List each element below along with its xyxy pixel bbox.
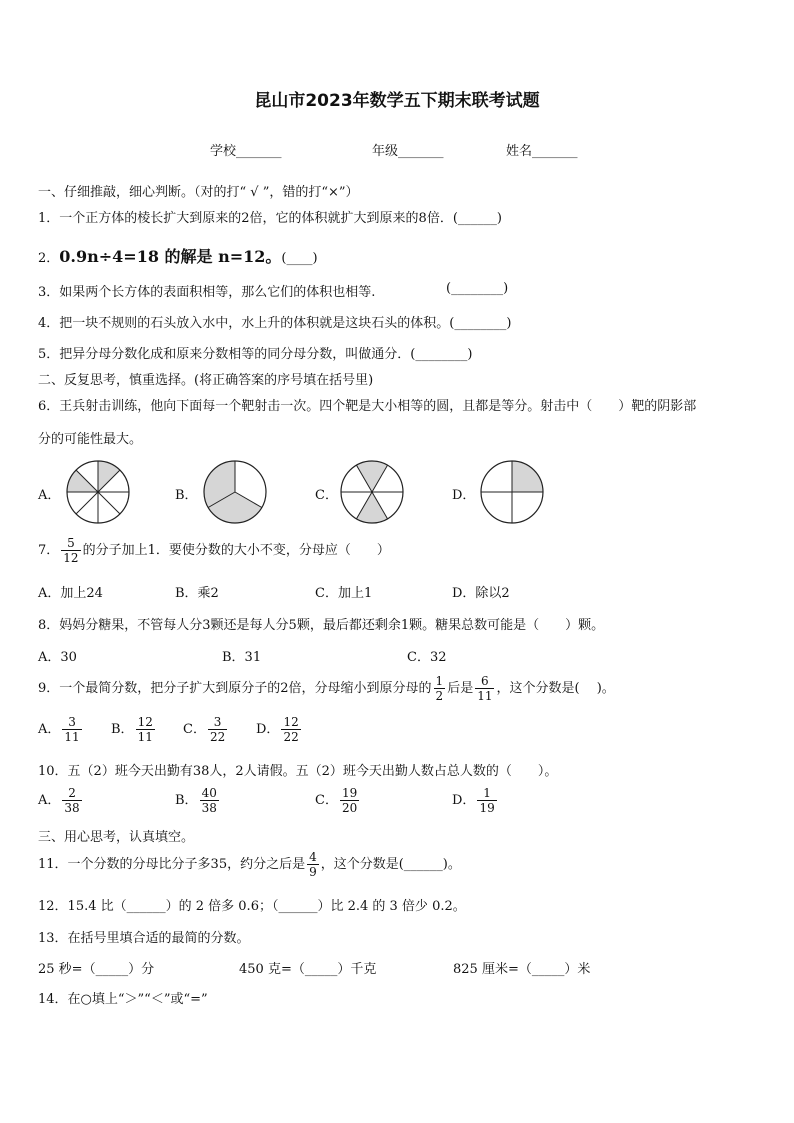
q9-fraction-half: $\frac{1}{2}$ (435, 674, 444, 703)
q13-item-centimeters: 825 厘米=（_____）米 (453, 962, 591, 977)
question-9-text-b: 后是 (447, 681, 474, 696)
q13-item-seconds: 25 秒=（_____）分 (38, 962, 155, 977)
question-6-line2: 分的可能性最大。 (38, 432, 143, 447)
target-d-quarters (479, 459, 545, 525)
question-7-text: 的分子加上1．要使分数的大小不变，分母应（ ） (82, 543, 390, 558)
question-11-text-b: ，这个分数是(______)。 (320, 857, 461, 872)
q7-option-b: B．乘2 (175, 586, 219, 601)
page-title: 昆山市2023年数学五下期末联考试题 (254, 91, 540, 111)
question-12: 12．15.4 比（______）的 2 倍多 0.6；（______）比 2.4 的 3 倍少 0.2。 (38, 899, 466, 914)
grade-field: 年级_______ (372, 144, 444, 159)
question-2-number: 2． (38, 251, 60, 266)
q7-option-d: D．除以2 (452, 586, 510, 601)
question-10: 10．五（2）班今天出勤有38人，2人请假。五（2）班今天出勤人数占总人数的（ ）。 (38, 764, 558, 779)
q6-option-a: A． (38, 488, 61, 503)
question-9 (38, 674, 615, 703)
question-4: 4．把一块不规则的石头放入水中，水上升的体积就是这块石头的体积。(________) (38, 316, 512, 331)
question-9-text-a: 9．一个最简分数，把分子扩大到原分子的2倍，分母缩小到原分母的 (38, 681, 432, 696)
q7-option-c: C．加上1 (315, 586, 373, 601)
target-b-thirds (202, 459, 268, 525)
q6-option-b: B． (175, 488, 198, 503)
q7-option-a: A．加上24 (38, 586, 103, 601)
question-11-text-a: 11．一个分数的分母比分子多35，约分之后是 (38, 857, 306, 872)
question-1: 1．一个正方体的棱长扩大到原来的2倍，它的体积就扩大到原来的8倍．(______) (38, 211, 502, 226)
question-14: 14．在○填上“＞”“＜”或“=” (38, 992, 208, 1007)
q8-option-a: A．30 (38, 650, 77, 665)
q10-option-d: D． $\frac{1}{19}$ (452, 786, 495, 815)
question-7 (38, 536, 390, 565)
q8-option-b: B．31 (222, 650, 262, 665)
question-7-number: 7． (38, 543, 60, 558)
q10-option-c: C． $\frac{19}{20}$ (315, 786, 358, 815)
question-9-text-c: ，这个分数是( )。 (496, 681, 615, 696)
q6-option-d: D． (452, 488, 476, 503)
q9-fraction-result: $\frac{6}{11}$ (477, 674, 493, 703)
section-2-heading: 二、反复思考，慎重选择。(将正确答案的序号填在括号里) (38, 373, 374, 388)
school-field: 学校_______ (210, 144, 282, 159)
section-3-heading: 三、用心思考，认真填空。 (38, 830, 195, 845)
question-3-blank: (________) (446, 281, 509, 296)
target-a-eighths (65, 459, 131, 525)
question-2-text: 0.9n÷4=18 的解是 n=12。 (59, 247, 282, 266)
q10-option-a: A． $\frac{2}{38}$ (38, 786, 80, 815)
question-2 (38, 244, 318, 267)
name-field: 姓名_______ (506, 144, 578, 159)
q8-option-c: C．32 (407, 650, 447, 665)
q9-option-d: D． $\frac{12}{22}$ (256, 715, 299, 744)
q7-fraction: $\frac{5}{12}$ (63, 536, 79, 565)
question-13: 13．在括号里填合适的最简的分数。 (38, 931, 250, 946)
question-11 (38, 850, 461, 879)
q11-fraction: $\frac{4}{9}$ (309, 850, 317, 879)
question-2-blank: (____) (281, 251, 318, 266)
question-5: 5．把异分母分数化成和原来分数相等的同分母分数，叫做通分．(________) (38, 347, 473, 362)
question-6-line1: 6．王兵射击训练，他向下面每一个靶射击一次。四个靶是大小相等的圆，且都是等分。射击中（ ）靶的阴影部 (38, 399, 697, 414)
question-3: 3．如果两个长方体的表面积相等，那么它们的体积也相等. (38, 285, 376, 300)
question-8: 8．妈妈分糖果，不管每人分3颗还是每人分5颗，最后都还剩余1颗。糖果总数可能是（ ）颗。 (38, 618, 605, 633)
q6-option-c: C． (315, 488, 338, 503)
q10-option-b: B． $\frac{40}{38}$ (175, 786, 217, 815)
q9-option-a: A． $\frac{3}{11}$ (38, 715, 80, 744)
q9-option-c: C． $\frac{3}{22}$ (183, 715, 226, 744)
target-c-sixths (339, 459, 405, 525)
q13-item-grams: 450 克=（_____）千克 (239, 962, 377, 977)
q9-option-b: B． $\frac{12}{11}$ (111, 715, 153, 744)
section-1-heading: 一、仔细推敲，细心判断。（对的打“ √ ”，错的打“×”） (38, 185, 359, 200)
